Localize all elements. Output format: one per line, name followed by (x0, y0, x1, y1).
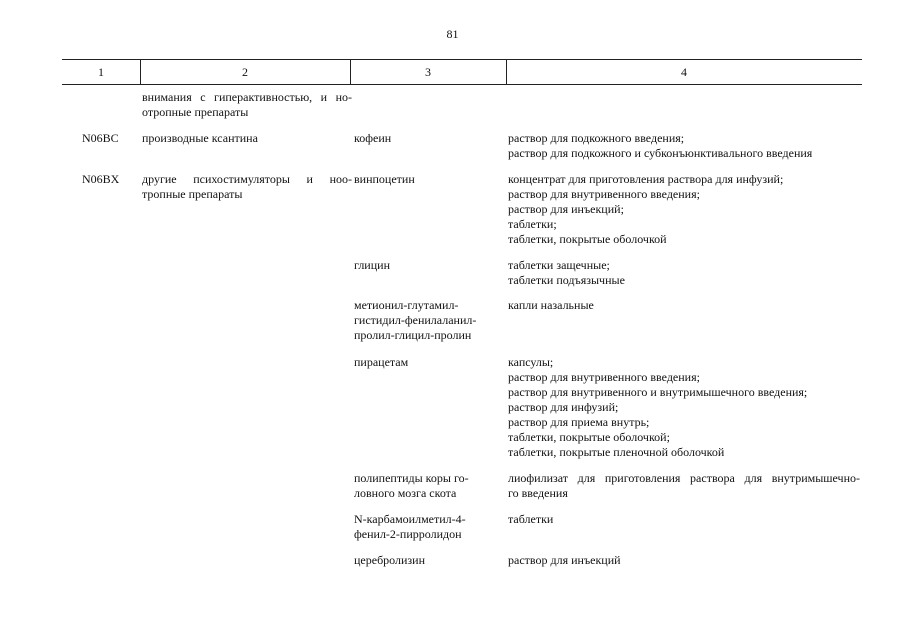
atc-code: N06BX (82, 172, 120, 186)
substance-name: пирацетам (354, 355, 409, 369)
header-col-4: 4 (681, 65, 687, 79)
table-header (62, 60, 862, 84)
pharmacological-group: производные ксантина (142, 131, 258, 145)
header-col-3: 3 (425, 65, 431, 79)
pharmacological-group: внимания с гиперактивностью, и но- отропные препараты (142, 90, 352, 119)
header-col-2: 2 (242, 65, 248, 79)
table-header-bottom-rule (62, 84, 862, 85)
dosage-forms: раствор для подкожного введения; раствор для подкожного и субконъюнктивального введения (508, 131, 813, 160)
dosage-forms: таблетки защечные; таблетки подъязычные (508, 258, 625, 287)
substance-name: метионил-глутамил- гистидил-фенилаланил- пролил-глицил-пролин (354, 298, 477, 342)
substance-name: полипептиды коры го- ловного мозга скота (354, 471, 469, 500)
substance-name: N-карбамоилметил-4- фенил-2-пирролидон (354, 512, 466, 541)
dosage-forms: концентрат для приготовления раствора для инфузий; раствор для внутривенного введения; раствор для инъекций; таблетки; таблетки, покрытые оболочкой (508, 172, 784, 246)
pharmacological-group: другие психостимуляторы и ноо- тропные препараты (142, 172, 352, 201)
substance-name: кофеин (354, 131, 392, 145)
atc-code: N06BC (82, 131, 119, 145)
dosage-forms: раствор для инъекций (508, 553, 621, 567)
dosage-forms: капсулы; раствор для внутривенного введения; раствор для внутривенного и внутримышечного введения; раствор для инфузий; раствор для приема внутрь; таблетки, покрытые оболочкой; таблетки, покрытые пленочной оболочкой (508, 355, 808, 459)
header-col-1: 1 (98, 65, 104, 79)
substance-name: церебролизин (354, 553, 426, 567)
substance-name: винпоцетин (354, 172, 415, 186)
page-number: 81 (446, 27, 459, 41)
dosage-forms: лиофилизат для приготовления раствора для внутримышечно- го введения (508, 471, 860, 500)
dosage-forms: капли назальные (508, 298, 594, 312)
substance-name: глицин (354, 258, 390, 272)
dosage-forms: таблетки (508, 512, 554, 526)
